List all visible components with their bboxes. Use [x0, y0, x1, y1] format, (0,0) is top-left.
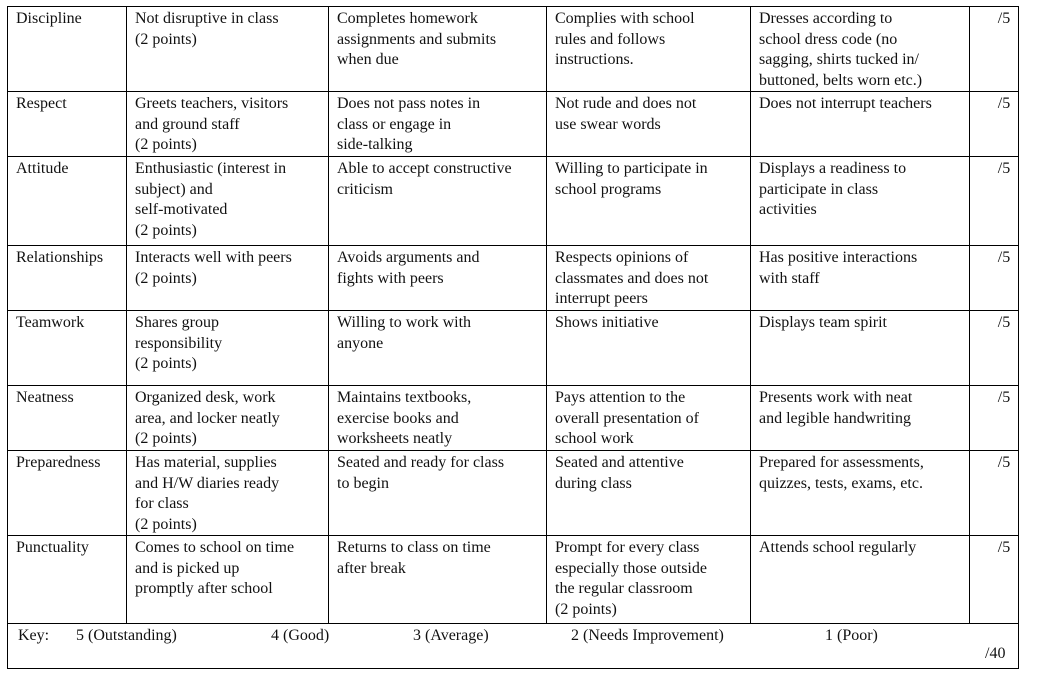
score-cell — [970, 7, 1019, 92]
key-item: 3 (Average) — [413, 627, 489, 644]
line: during class — [555, 474, 632, 492]
criterion-cell-4 — [751, 536, 970, 624]
category-label: Relationships — [16, 249, 104, 266]
line: rules and follows — [555, 30, 666, 48]
line: (2 points) — [135, 136, 197, 153]
key-item: 1 (Poor) — [825, 627, 878, 644]
line: classmates and does not — [555, 269, 709, 287]
score-label: /5 — [997, 160, 1011, 177]
category-label: Preparedness — [16, 454, 101, 471]
criterion-cell-1 — [127, 7, 329, 92]
line: and H/W diaries ready — [135, 474, 280, 492]
key-label: Key: — [18, 627, 50, 644]
category-label: Respect — [16, 95, 67, 112]
line: and is picked up — [135, 559, 240, 577]
line: after break — [337, 559, 406, 577]
criterion-cell-1 — [127, 451, 329, 536]
total-score-label: /40 — [985, 645, 1006, 662]
line: (2 points) — [135, 221, 197, 239]
criterion-cell-2 — [329, 92, 547, 157]
line: Does not interrupt teachers — [759, 95, 932, 112]
table-row — [8, 7, 1019, 92]
line: activities — [759, 201, 817, 218]
line: Not disruptive in class — [135, 10, 279, 27]
line: Does not pass notes in — [337, 95, 481, 112]
line: (2 points) — [135, 30, 197, 48]
criterion-cell-4 — [751, 92, 970, 157]
criterion-cell-4 — [751, 311, 970, 386]
line: Shares group — [135, 314, 219, 331]
score-label: /5 — [997, 95, 1011, 112]
score-cell — [970, 157, 1019, 246]
table-row — [8, 386, 1019, 451]
score-cell — [970, 92, 1019, 157]
category-cell — [8, 92, 127, 157]
line: the regular classroom — [555, 580, 693, 597]
score-cell — [970, 311, 1019, 386]
line: Displays team spirit — [759, 314, 887, 331]
line: responsibility — [135, 334, 223, 352]
line: interrupt peers — [555, 290, 648, 307]
line: Maintains textbooks, — [337, 389, 472, 406]
criterion-cell-1 — [127, 311, 329, 386]
line: sagging, shirts tucked in/ — [759, 51, 919, 68]
table-row — [8, 536, 1019, 624]
criterion-cell-3 — [547, 92, 751, 157]
key-item: 2 (Needs Improvement) — [571, 627, 724, 644]
line: Displays a readiness to — [759, 160, 907, 177]
line: Prepared for assessments, — [759, 454, 924, 471]
criterion-cell-3 — [547, 386, 751, 451]
category-cell — [8, 451, 127, 536]
line: Presents work with neat — [759, 389, 913, 406]
category-label: Attitude — [16, 160, 69, 177]
criterion-cell-1 — [127, 92, 329, 157]
key-item: 5 (Outstanding) — [76, 627, 177, 644]
line: Dresses according to — [759, 10, 893, 27]
line: instructions. — [555, 51, 634, 68]
line: Willing to participate in — [555, 160, 708, 177]
line: for class — [135, 495, 189, 512]
line: with staff — [759, 269, 820, 287]
rubric-body — [8, 7, 1019, 669]
line: Seated and attentive — [555, 454, 684, 471]
category-label: Punctuality — [16, 539, 89, 556]
line: Has material, supplies — [135, 454, 277, 471]
line: Returns to class on time — [337, 539, 491, 556]
criterion-cell-2 — [329, 246, 547, 311]
line: overall presentation of — [555, 409, 699, 427]
line: Interacts well with peers — [135, 249, 292, 266]
criterion-cell-2 — [329, 7, 547, 92]
line: Completes homework — [337, 10, 478, 27]
line: Shows initiative — [555, 314, 659, 331]
category-cell — [8, 311, 127, 386]
criterion-cell-1 — [127, 386, 329, 451]
category-label: Teamwork — [16, 314, 85, 331]
line: and legible handwriting — [759, 409, 911, 427]
line: assignments and submits — [337, 30, 497, 48]
line: participate in class — [759, 180, 879, 198]
line: Willing to work with — [337, 314, 472, 331]
line: area, and locker neatly — [135, 409, 280, 427]
score-label: /5 — [997, 249, 1011, 266]
score-cell — [970, 246, 1019, 311]
line: (2 points) — [135, 430, 197, 447]
criterion-cell-2 — [329, 536, 547, 624]
criterion-cell-2 — [329, 157, 547, 246]
line: Avoids arguments and — [337, 249, 480, 266]
line: buttoned, belts worn etc.) — [759, 71, 923, 89]
criterion-cell-4 — [751, 451, 970, 536]
score-cell — [970, 536, 1019, 624]
line: Able to accept constructive — [337, 160, 512, 177]
key-row — [8, 624, 1019, 669]
score-cell — [970, 386, 1019, 451]
criterion-cell-4 — [751, 246, 970, 311]
table-row — [8, 92, 1019, 157]
table-row — [8, 157, 1019, 246]
line: criticism — [337, 180, 393, 198]
category-label: Neatness — [16, 389, 74, 406]
line: (2 points) — [135, 269, 197, 287]
criterion-cell-2 — [329, 451, 547, 536]
criterion-cell-3 — [547, 7, 751, 92]
score-cell — [970, 451, 1019, 536]
line: use swear words — [555, 115, 661, 133]
line: Attends school regularly — [759, 539, 917, 556]
line: Has positive interactions — [759, 249, 918, 266]
criterion-cell-4 — [751, 157, 970, 246]
behavior-rubric-table — [7, 6, 1019, 669]
score-label: /5 — [997, 389, 1011, 406]
score-label: /5 — [997, 314, 1011, 331]
key-cell — [8, 624, 1019, 669]
criterion-cell-1 — [127, 246, 329, 311]
criterion-cell-2 — [329, 311, 547, 386]
score-label: /5 — [997, 539, 1011, 556]
line: Organized desk, work — [135, 389, 276, 406]
criterion-cell-3 — [547, 157, 751, 246]
line: fights with peers — [337, 269, 444, 287]
line: school work — [555, 430, 634, 447]
line: Pays attention to the — [555, 389, 686, 406]
category-cell — [8, 157, 127, 246]
line: to begin — [337, 474, 389, 492]
line: when due — [337, 51, 399, 68]
line: (2 points) — [555, 600, 617, 618]
line: Greets teachers, visitors — [135, 95, 289, 112]
line: school dress code (no — [759, 30, 898, 48]
line: Enthusiastic (interest in — [135, 160, 287, 177]
line: Not rude and does not — [555, 95, 697, 112]
table-row — [8, 246, 1019, 311]
category-cell — [8, 386, 127, 451]
line: Comes to school on time — [135, 539, 295, 556]
line: (2 points) — [135, 515, 197, 533]
score-label: /5 — [997, 10, 1011, 27]
category-cell — [8, 7, 127, 92]
score-label: /5 — [997, 454, 1011, 471]
criterion-cell-3 — [547, 311, 751, 386]
criterion-cell-2 — [329, 386, 547, 451]
line: promptly after school — [135, 580, 273, 597]
line: worksheets neatly — [337, 430, 453, 447]
line: (2 points) — [135, 355, 197, 372]
table-row — [8, 451, 1019, 536]
line: especially those outside — [555, 559, 707, 577]
criterion-cell-4 — [751, 386, 970, 451]
criterion-cell-3 — [547, 536, 751, 624]
criterion-cell-3 — [547, 451, 751, 536]
criterion-cell-3 — [547, 246, 751, 311]
line: side-talking — [337, 136, 413, 153]
category-label: Discipline — [16, 10, 82, 27]
line: Respects opinions of — [555, 249, 689, 266]
line: and ground staff — [135, 115, 240, 133]
line: Complies with school — [555, 10, 695, 27]
table-row — [8, 311, 1019, 386]
category-cell — [8, 246, 127, 311]
line: class or engage in — [337, 115, 452, 133]
key-item: 4 (Good) — [271, 627, 330, 644]
line: Prompt for every class — [555, 539, 700, 556]
line: exercise books and — [337, 409, 459, 427]
criterion-cell-1 — [127, 157, 329, 246]
line: subject) and — [135, 180, 213, 198]
category-cell — [8, 536, 127, 624]
criterion-cell-4 — [751, 7, 970, 92]
line: quizzes, tests, exams, etc. — [759, 474, 923, 492]
line: school programs — [555, 180, 662, 198]
line: anyone — [337, 334, 384, 352]
criterion-cell-1 — [127, 536, 329, 624]
line: Seated and ready for class — [337, 454, 505, 471]
line: self-motivated — [135, 201, 228, 218]
